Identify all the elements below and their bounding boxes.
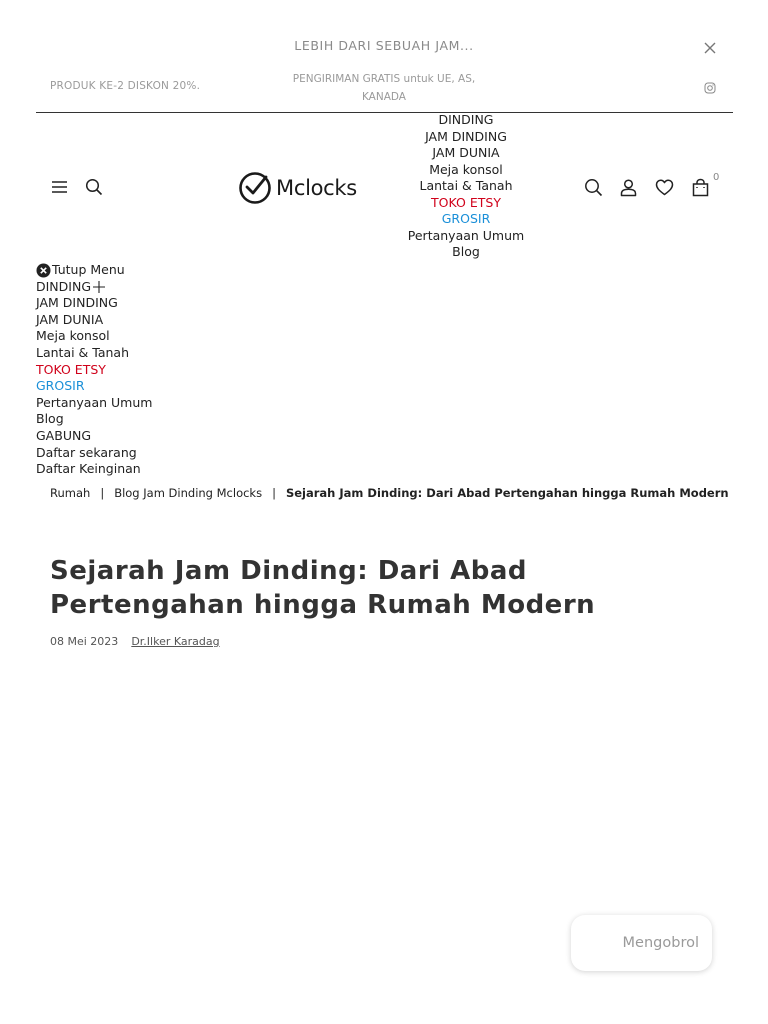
close-menu-label: Tutup Menu [52,262,125,277]
side-menu [36,262,152,478]
side-menu-item-gabung[interactable]: GABUNG [36,427,91,443]
site-logo[interactable] [238,171,357,205]
shopping-bag-icon[interactable] [691,178,710,197]
plus-icon[interactable] [92,280,106,294]
shipping-text: PENGIRIMAN GRATIS untuk UE, AS, KANADA [292,73,476,103]
user-icon[interactable] [619,178,638,197]
side-menu-item-jam-dunia[interactable]: JAM DUNIA [36,311,104,327]
nav-item-dinding[interactable]: DINDING [438,112,494,127]
hamburger-menu-icon[interactable] [51,180,68,194]
breadcrumb [50,486,729,500]
article-author-link[interactable]: Dr.Ilker Karadag [131,635,220,648]
breadcrumb-separator: | [100,486,105,500]
nav-item-lantai-tanah[interactable]: Lantai & Tanah [419,178,513,193]
close-circle-icon [36,263,51,278]
side-menu-item-jam-dinding[interactable]: JAM DINDING [36,295,118,311]
clock-logo-icon [238,171,272,205]
promo-text: PRODUK KE-2 DISKON 20%. [50,80,201,92]
cart-count-badge: 0 [713,172,720,183]
nav-item-faq[interactable]: Pertanyaan Umum [407,227,525,243]
search-icon[interactable] [85,178,103,196]
side-menu-item-grosir[interactable]: GROSIR [36,378,85,394]
side-menu-item-register[interactable]: Daftar sekarang [36,444,137,460]
side-menu-item-blog[interactable]: Blog [36,411,64,427]
header-divider [36,112,733,113]
nav-item-meja-konsol[interactable]: Meja konsol [429,161,503,177]
close-icon[interactable] [702,40,718,56]
side-menu-item-toko-etsy[interactable]: TOKO ETSY [36,361,106,377]
article-meta [50,635,220,648]
nav-item-toko-etsy[interactable]: TOKO ETSY [431,194,501,210]
instagram-icon[interactable] [704,82,716,94]
side-menu-item-meja-konsol[interactable]: Meja konsol [36,328,110,344]
chat-button[interactable] [571,915,712,971]
breadcrumb-current: Sejarah Jam Dinding: Dari Abad Pertengahan hingga Rumah Modern [285,486,729,500]
heart-icon[interactable] [655,178,674,197]
nav-item-grosir[interactable]: GROSIR [441,211,491,226]
article-date: 08 Mei 2023 [50,635,119,648]
announcement-title: LEBIH DARI SEBUAH JAM... [294,38,474,53]
chat-button-label: Mengobrol [622,935,699,951]
side-menu-label: DINDING [36,278,92,294]
search-icon[interactable] [584,178,603,197]
side-menu-item-lantai-tanah[interactable]: Lantai & Tanah [36,344,130,360]
side-menu-item-wishlist[interactable]: Daftar Keinginan [36,461,141,477]
nav-item-blog[interactable]: Blog [452,244,480,259]
page-title: Sejarah Jam Dinding: Dari Abad Pertengahan hingga Rumah Modern [50,556,596,620]
breadcrumb-home[interactable]: Rumah [50,486,91,500]
main-nav [396,112,536,261]
close-menu-button[interactable] [36,262,152,279]
side-menu-item-faq[interactable]: Pertanyaan Umum [36,394,153,410]
side-menu-item-dinding[interactable] [36,279,152,296]
nav-item-jam-dunia[interactable]: JAM DUNIA [432,145,500,160]
breadcrumb-separator: | [272,486,276,500]
nav-item-jam-dinding[interactable]: JAM DINDING [425,128,507,144]
breadcrumb-blog[interactable]: Blog Jam Dinding Mclocks [114,486,263,500]
logo-text: Mclocks [276,176,357,200]
